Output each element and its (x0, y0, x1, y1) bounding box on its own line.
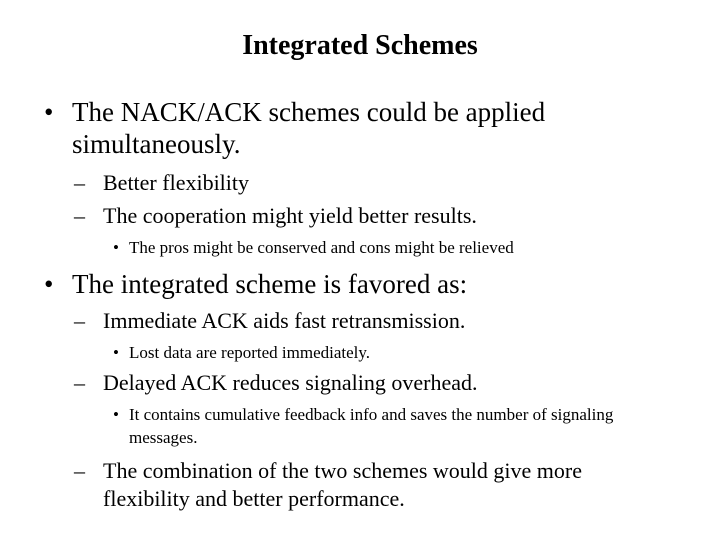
bullet-marker: • (44, 97, 54, 127)
bullet-text: The integrated scheme is favored as: (72, 269, 468, 299)
bullet-marker: • (44, 269, 54, 299)
sub-sub-bullet-text: The pros might be conserved and cons might be relieved (129, 238, 514, 257)
sub-sub-bullet-item (113, 236, 693, 259)
sub-bullet-text: Immediate ACK aids fast retransmission. (103, 308, 466, 333)
slide-title: Integrated Schemes (242, 30, 478, 61)
sub-bullet-item (74, 369, 674, 397)
dash-marker: – (74, 203, 85, 228)
bullet-marker: • (113, 238, 119, 257)
bullet-marker: • (113, 343, 119, 362)
sub-sub-bullet-item (113, 403, 633, 449)
sub-bullet-item (74, 202, 674, 230)
dash-marker: – (74, 458, 85, 483)
sub-bullet-item (74, 169, 674, 197)
sub-bullet-text: Better flexibility (103, 170, 250, 195)
dash-marker: – (74, 170, 85, 195)
bullet-item (44, 268, 644, 300)
dash-marker: – (74, 308, 85, 333)
bullet-marker: • (113, 405, 119, 424)
bullet-item (44, 96, 584, 160)
dash-marker: – (74, 370, 85, 395)
sub-bullet-text: Delayed ACK reduces signaling overhead. (103, 370, 478, 395)
sub-bullet-text: The cooperation might yield better results. (103, 203, 477, 228)
sub-sub-bullet-text: It contains cumulative feedback info and saves the number of signaling messages. (129, 405, 614, 447)
sub-bullet-item (74, 457, 644, 513)
sub-bullet-item (74, 307, 674, 335)
bullet-text: The NACK/ACK schemes could be applied simultaneously. (72, 97, 546, 159)
sub-sub-bullet-item (113, 341, 693, 364)
sub-bullet-text: The combination of the two schemes would give more flexibility and better performance. (103, 458, 582, 511)
sub-sub-bullet-text: Lost data are reported immediately. (129, 343, 371, 362)
